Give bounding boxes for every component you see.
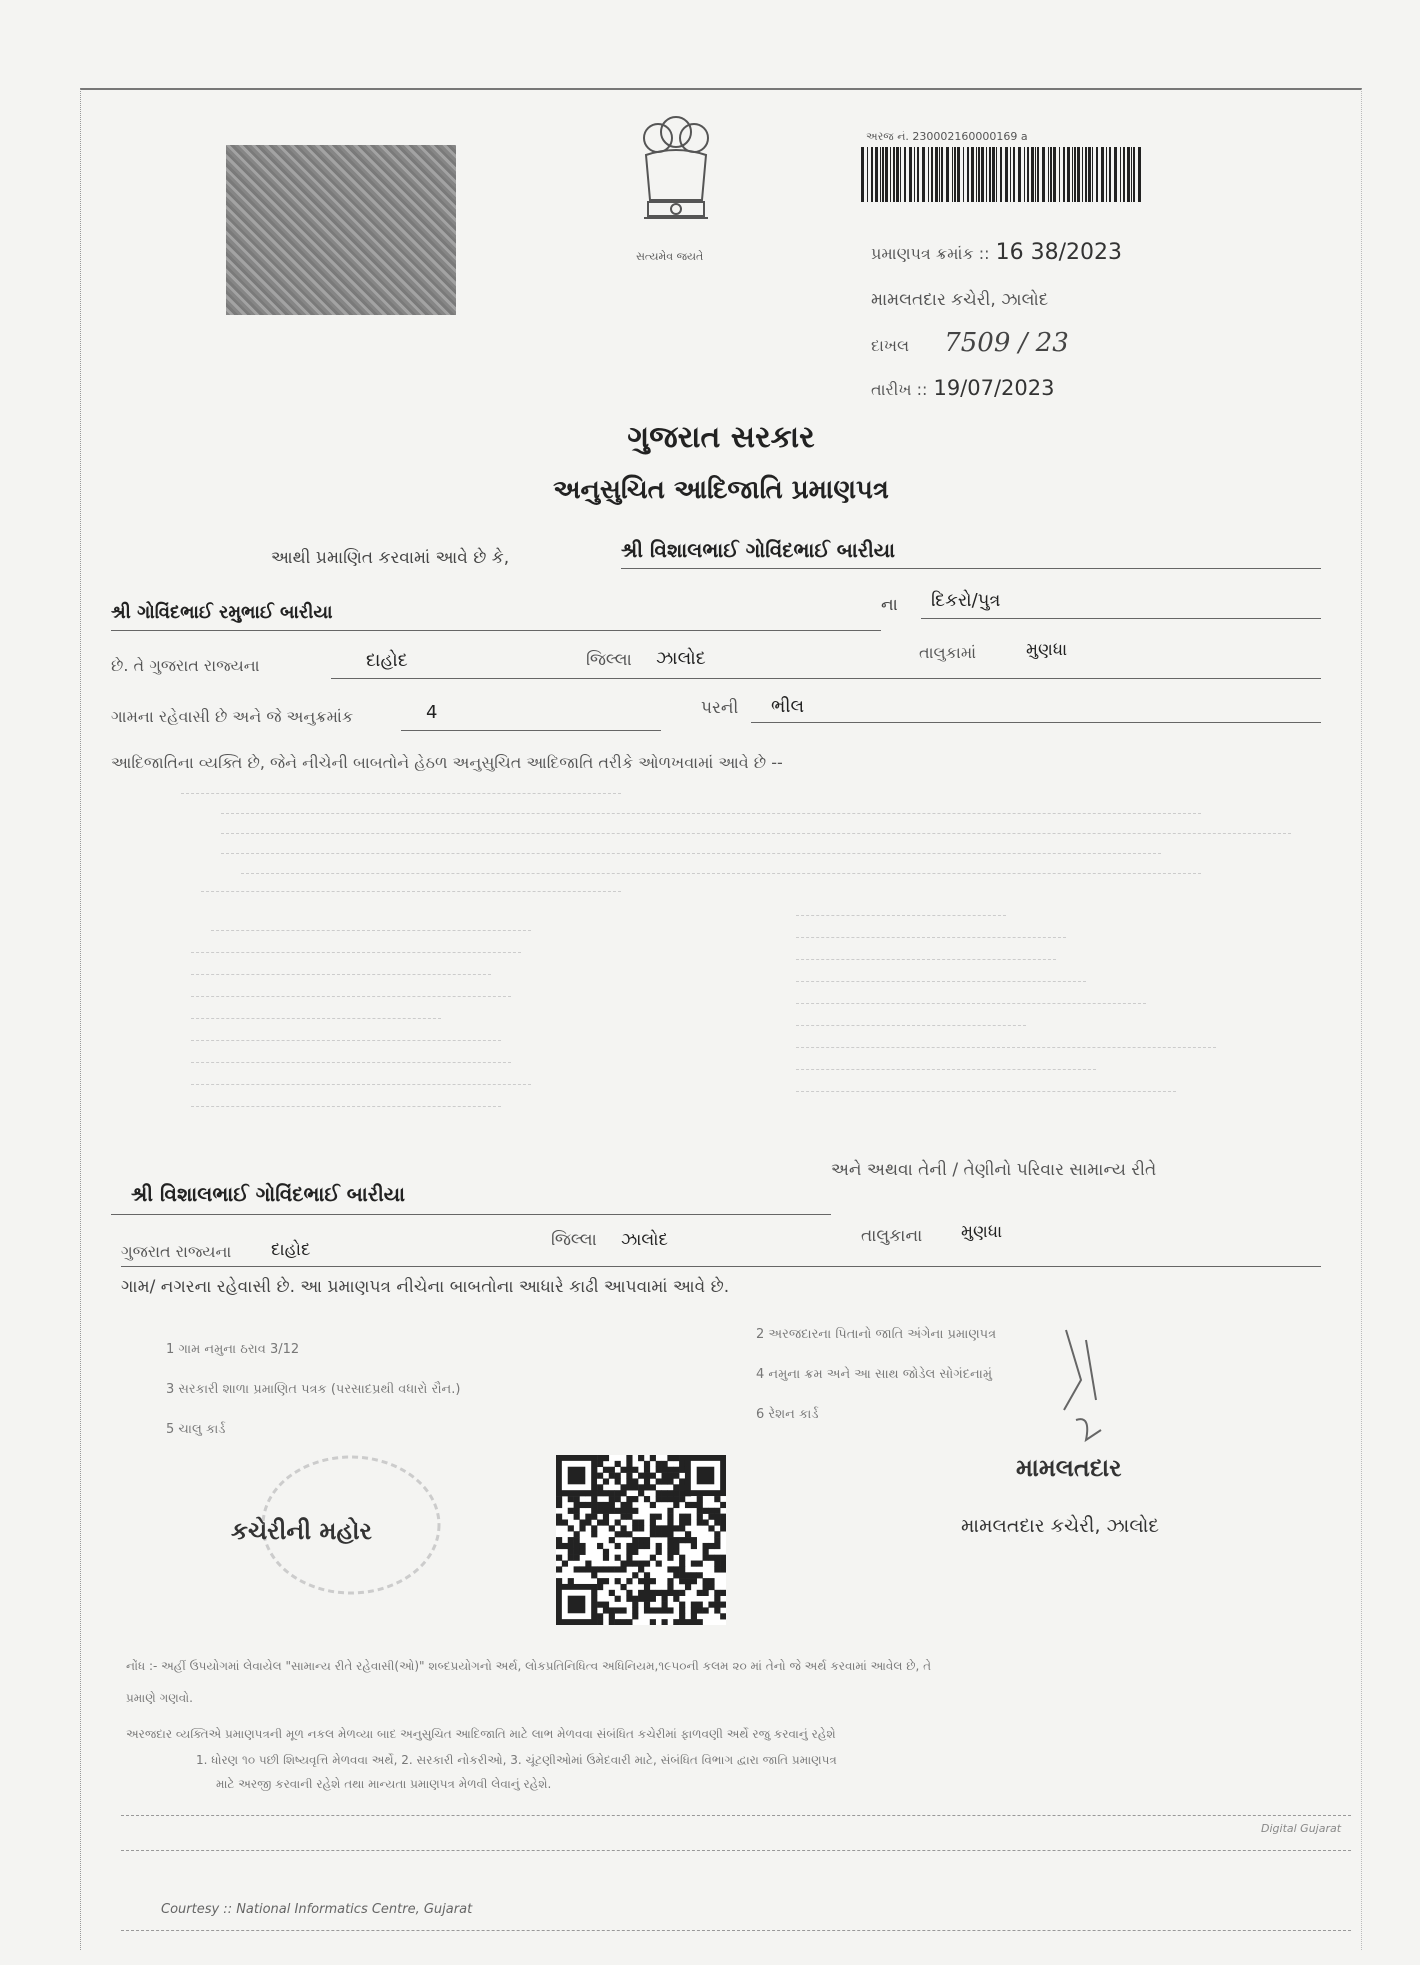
- village-text: ગામના રહેવાસી છે અને જે અનુક્રમાંક: [111, 707, 354, 726]
- district-label-2: જિલ્લા: [551, 1230, 597, 1250]
- taluka-label: તાલુકામાં: [919, 643, 977, 662]
- officer-office: મામલતદાર કચેરી, ઝાલોદ: [961, 1515, 1160, 1537]
- digital-gujarat-label: Digital Gujarat: [1261, 1822, 1342, 1835]
- rule: [111, 1214, 831, 1215]
- emblem-caption: સત્યમેવ જયતે: [636, 250, 704, 263]
- office-name: મામલતદાર કચેરી, ઝાલોદ: [871, 290, 1049, 310]
- serial-number: 4: [426, 702, 438, 723]
- document-item: 1 ગામ નમુના ઠરાવ 3/12: [166, 1342, 300, 1357]
- district-value: દાહોદ: [366, 650, 408, 671]
- date-value: 19/07/2023: [933, 376, 1055, 400]
- intro-text: આથી પ્રમાણિત કરવામાં આવે છે કે,: [271, 548, 510, 568]
- applicant-name-2: શ્રી વિશાલભાઈ ગોવિંદભાઈ બારીયા: [131, 1182, 406, 1206]
- courtesy-text: Courtesy :: National Informatics Centre, Gujarat: [161, 1902, 473, 1917]
- register-number: [871, 328, 1069, 358]
- applicant-name: શ્રી વિશાલભાઈ ગોવિંદભાઈ બારીયા: [621, 538, 896, 562]
- on-label: પરની: [701, 698, 739, 718]
- barcode-text: અરજ નં. 230002160000169 a: [866, 130, 1028, 143]
- document-item: 4 નમુના ક્રમ અને આ સાથ જોડેલ સોગંદનામું: [756, 1367, 993, 1382]
- residence-text: અને અથવા તેની / તેણીનો પરિવાર સામાન્ય રીતે: [831, 1160, 1157, 1180]
- state-label: છે. તે ગુજરાત રાજ્યના: [111, 656, 260, 675]
- certificate-no-label: પ્રમાણપત્ર ક્રમાંક ::: [871, 244, 990, 263]
- footnote-note-3: અરજદાર વ્યક્તિએ પ્રમાણપત્રની મૂળ નકલ મેળવ્યા બાદ અનુસુચિત આદિજાતિ માટે લાભ મેળવવા સંબંધિત કચેરીમાં ફાળવણી અર્થે રજુ કરવાનું રહેશે: [126, 1727, 836, 1741]
- documents-left: [166, 1330, 460, 1450]
- certificate-date: [871, 376, 1055, 400]
- applicant-photo: [226, 145, 456, 315]
- govt-title: ગુજરાત સરકાર: [627, 420, 815, 455]
- rule: [121, 1266, 1321, 1267]
- rule: [121, 1815, 1351, 1816]
- relation-value: દિકરો/પુત્ર: [931, 590, 1001, 611]
- footnote-note-2: પ્રમાણે ગણવો.: [126, 1691, 193, 1705]
- village-value-2: મુણધા: [961, 1222, 1003, 1242]
- taluka-value-2: ઝાલોદ: [621, 1230, 668, 1250]
- closing-text: ગામ/ નગરના રહેવાસી છે. આ પ્રમાણપત્ર નીચેના બાબતોના આધારે કાઢી આપવામાં આવે છે.: [121, 1277, 730, 1297]
- legal-list-right: [796, 915, 1276, 1135]
- register-label: દાખલ: [871, 336, 910, 355]
- rule: [751, 722, 1321, 723]
- state-label-2: ગુજરાત રાજ્યના: [121, 1242, 232, 1261]
- documents-right: [756, 1315, 996, 1435]
- footnote-note-4: 1. ધોરણ ૧૦ પછી શિષ્યવૃત્તિ મેળવવા અર્થે, 2. સરકારી નોકરીઓ, 3. ચૂંટણીઓમાં ઉમેદવારી માટે, સંબંધિત વિભાગ દ્વારા જાતિ પ્રમાણપત્ર: [196, 1753, 837, 1767]
- district-value-2: દાહોદ: [271, 1240, 311, 1260]
- certificate-no-value: 16 38/2023: [995, 240, 1122, 265]
- footnote-note-5: માટે અરજી કરવાની રહેશે તથા માન્યતા પ્રમાણપત્ર મેળવી લેવાનું રહેશે.: [216, 1777, 552, 1791]
- rule: [111, 630, 881, 631]
- footnote-note: નોંધ :- અહીં ઉપયોગમાં લેવાયેલ "સામાન્ય રીતે રહેવાસી(ઓ)" શબ્દપ્રયોગનો અર્થ, લોકપ્રતિનિધિત્વ અધિનિયમ,૧૯૫૦ની કલમ ૨૦ માં તેનો જે અર્થ કરવામાં આવેલ છે, તે: [126, 1659, 932, 1673]
- national-emblem-icon: [626, 110, 726, 260]
- officer-title: મામલતદાર: [1016, 1454, 1122, 1482]
- legal-text-block: [141, 785, 1291, 895]
- tribe-value: ભીલ: [771, 696, 805, 717]
- barcode: [861, 147, 1141, 202]
- document-item: 5 ચાલુ કાર્ડ: [166, 1422, 226, 1437]
- rule: [121, 1930, 1351, 1931]
- certificate-title: અનુસુચિત આદિજાતિ પ્રમાણપત્ર: [553, 475, 889, 505]
- taluka-label-2: તાલુકાના: [861, 1226, 923, 1246]
- date-label: તારીખ ::: [871, 380, 928, 399]
- certificate-page: [80, 88, 1362, 1950]
- village-value: મુણધા: [1026, 640, 1068, 660]
- rule: [621, 568, 1321, 569]
- document-item: 3 સરકારી શાળા પ્રમાણિત પત્રક (પરસાદપ્રથી વધારો રૌન.): [166, 1382, 461, 1397]
- taluka-value: ઝાલોદ: [656, 648, 706, 669]
- initials-signature: [1056, 1320, 1116, 1450]
- document-item: 2 અરજદારના પિતાનો જાતિ અંગેના પ્રમાણપત્ર: [756, 1327, 997, 1342]
- of-label: ના: [881, 595, 898, 615]
- rule: [401, 730, 661, 731]
- rule: [121, 1850, 1351, 1851]
- father-name: શ્રી ગોવિંદભાઈ રમુભાઈ બારીયા: [111, 602, 333, 623]
- document-item: 6 રેશન કાર્ડ: [756, 1407, 819, 1422]
- qr-code: [556, 1455, 726, 1625]
- office-seal-label: કચેરીની મહોર: [231, 1517, 372, 1545]
- tribe-text: આદિજાતિના વ્યક્તિ છે, જેને નીચેની બાબતોને હેઠળ અનુસુચિત આદિજાતિ તરીકે ઓળખવામાં આવે છે --: [111, 753, 783, 772]
- district-label: જિલ્લા: [586, 650, 632, 670]
- legal-list-left: [191, 930, 631, 1150]
- certificate-number: [871, 240, 1122, 265]
- rule: [921, 618, 1321, 619]
- rule: [331, 678, 1321, 679]
- register-value: 7509 / 23: [944, 328, 1069, 358]
